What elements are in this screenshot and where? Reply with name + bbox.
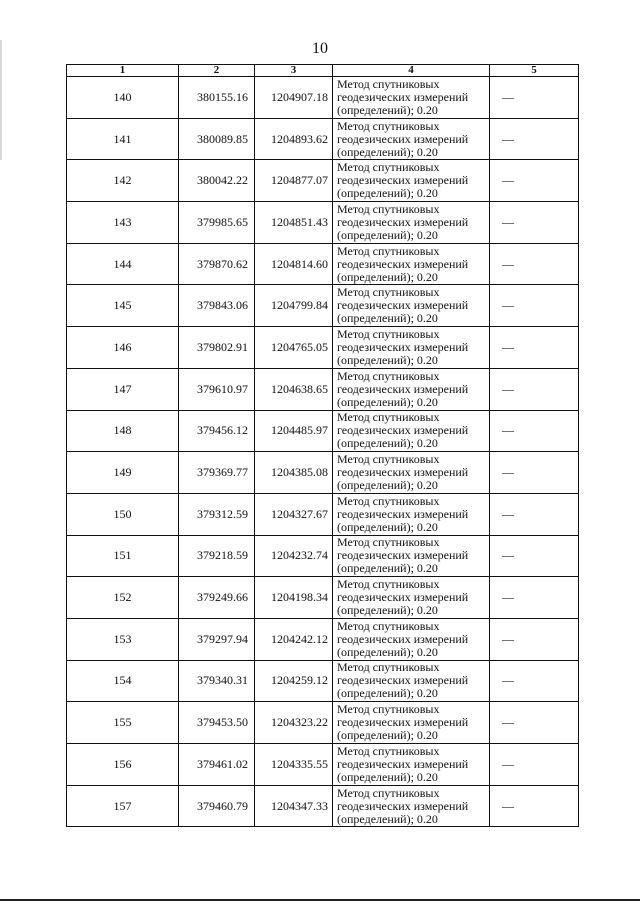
point-number-cell: 145 [67, 285, 179, 327]
y-coordinate-cell: 1204323.22 [255, 702, 333, 744]
method-line: Метод спутниковых [337, 493, 440, 508]
y-coordinate-cell: 1204877.07 [255, 160, 333, 202]
point-number-cell: 150 [67, 493, 179, 535]
method-line: (определений); 0.20 [337, 811, 438, 826]
method-line: (определений); 0.20 [337, 686, 438, 701]
point-number-cell: 142 [67, 160, 179, 202]
method-line: геодезических измерений [337, 590, 469, 605]
x-coordinate-cell: 379312.59 [179, 493, 255, 535]
method-line: Метод спутниковых [337, 368, 440, 383]
x-coordinate-cell: 379843.06 [179, 285, 255, 327]
table-row [67, 368, 579, 410]
point-number-cell: 148 [67, 410, 179, 452]
method-cell [333, 535, 490, 577]
x-coordinate-cell: 380155.16 [179, 77, 255, 119]
method-line: (определений); 0.20 [337, 186, 438, 201]
method-line: (определений); 0.20 [337, 478, 438, 493]
method-line: геодезических измерений [337, 506, 469, 521]
note-cell: — [490, 202, 579, 244]
method-line: геодезических измерений [337, 465, 469, 480]
method-cell [333, 452, 490, 494]
method-cell [333, 410, 490, 452]
note-cell: — [490, 452, 579, 494]
method-cell [333, 327, 490, 369]
method-line: (определений); 0.20 [337, 394, 438, 409]
x-coordinate-cell: 380089.85 [179, 118, 255, 160]
note-cell: — [490, 410, 579, 452]
x-coordinate-cell: 379802.91 [179, 327, 255, 369]
method-line: геодезических измерений [337, 381, 469, 396]
method-line: Метод спутниковых [337, 660, 440, 675]
method-cell [333, 118, 490, 160]
x-coordinate-cell: 379453.50 [179, 702, 255, 744]
note-cell: — [490, 368, 579, 410]
table-row [67, 785, 579, 827]
x-coordinate-cell: 379297.94 [179, 618, 255, 660]
coordinates-table [66, 64, 579, 827]
x-coordinate-cell: 379218.59 [179, 535, 255, 577]
method-line: Метод спутниковых [337, 76, 440, 91]
table-header-row [67, 65, 579, 77]
point-number-cell: 146 [67, 327, 179, 369]
y-coordinate-cell: 1204907.18 [255, 77, 333, 119]
method-line: Метод спутниковых [337, 160, 440, 175]
method-line: (определений); 0.20 [337, 603, 438, 618]
scan-edge-mark [0, 40, 2, 160]
method-cell [333, 368, 490, 410]
y-coordinate-cell: 1204385.08 [255, 452, 333, 494]
y-coordinate-cell: 1204242.12 [255, 618, 333, 660]
method-cell [333, 160, 490, 202]
method-cell [333, 285, 490, 327]
scan-bottom-line [0, 899, 640, 901]
method-cell [333, 744, 490, 786]
point-number-cell: 149 [67, 452, 179, 494]
method-line: Метод спутниковых [337, 785, 440, 800]
method-line: (определений); 0.20 [337, 561, 438, 576]
point-number-cell: 151 [67, 535, 179, 577]
note-cell: — [490, 327, 579, 369]
note-cell: — [490, 493, 579, 535]
method-cell [333, 202, 490, 244]
method-line: геодезических измерений [337, 339, 469, 354]
method-line: Метод спутниковых [337, 702, 440, 717]
note-cell: — [490, 535, 579, 577]
header-col-5: 5 [490, 65, 579, 77]
method-line: геодезических измерений [337, 214, 469, 229]
method-line: (определений); 0.20 [337, 227, 438, 242]
note-cell: — [490, 785, 579, 827]
x-coordinate-cell: 379340.31 [179, 660, 255, 702]
method-line: (определений); 0.20 [337, 728, 438, 743]
method-line: (определений); 0.20 [337, 644, 438, 659]
method-line: Метод спутниковых [337, 118, 440, 133]
header-col-2: 2 [179, 65, 255, 77]
table-row [67, 493, 579, 535]
point-number-cell: 155 [67, 702, 179, 744]
y-coordinate-cell: 1204893.62 [255, 118, 333, 160]
method-line: геодезических измерений [337, 631, 469, 646]
y-coordinate-cell: 1204347.33 [255, 785, 333, 827]
method-cell [333, 618, 490, 660]
table-row [67, 660, 579, 702]
header-col-4: 4 [333, 65, 490, 77]
method-line: (определений); 0.20 [337, 519, 438, 534]
point-number-cell: 147 [67, 368, 179, 410]
method-line: Метод спутниковых [337, 285, 440, 300]
method-cell [333, 493, 490, 535]
method-line: геодезических измерений [337, 798, 469, 813]
method-cell [333, 577, 490, 619]
method-line: (определений); 0.20 [337, 144, 438, 159]
point-number-cell: 144 [67, 243, 179, 285]
header-col-3: 3 [255, 65, 333, 77]
method-line: (определений); 0.20 [337, 102, 438, 117]
note-cell: — [490, 160, 579, 202]
x-coordinate-cell: 380042.22 [179, 160, 255, 202]
point-number-cell: 153 [67, 618, 179, 660]
method-line: геодезических измерений [337, 256, 469, 271]
method-cell [333, 702, 490, 744]
x-coordinate-cell: 379461.02 [179, 744, 255, 786]
method-cell [333, 243, 490, 285]
method-line: Метод спутниковых [337, 577, 440, 592]
point-number-cell: 157 [67, 785, 179, 827]
x-coordinate-cell: 379610.97 [179, 368, 255, 410]
y-coordinate-cell: 1204851.43 [255, 202, 333, 244]
method-line: (определений); 0.20 [337, 311, 438, 326]
table-row [67, 118, 579, 160]
x-coordinate-cell: 379456.12 [179, 410, 255, 452]
method-line: (определений); 0.20 [337, 436, 438, 451]
method-line: геодезических измерений [337, 548, 469, 563]
x-coordinate-cell: 379870.62 [179, 243, 255, 285]
method-line: Метод спутниковых [337, 452, 440, 467]
x-coordinate-cell: 379460.79 [179, 785, 255, 827]
note-cell: — [490, 285, 579, 327]
x-coordinate-cell: 379985.65 [179, 202, 255, 244]
y-coordinate-cell: 1204765.05 [255, 327, 333, 369]
table-row [67, 160, 579, 202]
note-cell: — [490, 618, 579, 660]
x-coordinate-cell: 379249.66 [179, 577, 255, 619]
point-number-cell: 154 [67, 660, 179, 702]
method-line: Метод спутниковых [337, 201, 440, 216]
table-row [67, 452, 579, 494]
note-cell: — [490, 118, 579, 160]
note-cell: — [490, 744, 579, 786]
point-number-cell: 140 [67, 77, 179, 119]
point-number-cell: 152 [67, 577, 179, 619]
method-line: Метод спутниковых [337, 243, 440, 258]
method-line: геодезических измерений [337, 673, 469, 688]
method-line: (определений); 0.20 [337, 352, 438, 367]
method-line: Метод спутниковых [337, 410, 440, 425]
method-line: геодезических измерений [337, 89, 469, 104]
table-row [67, 77, 579, 119]
method-cell [333, 77, 490, 119]
method-line: Метод спутниковых [337, 618, 440, 633]
method-line: геодезических измерений [337, 756, 469, 771]
method-cell [333, 660, 490, 702]
y-coordinate-cell: 1204638.65 [255, 368, 333, 410]
method-line: геодезических измерений [337, 423, 469, 438]
table-row [67, 744, 579, 786]
table-row [67, 618, 579, 660]
note-cell: — [490, 77, 579, 119]
table-row [67, 535, 579, 577]
y-coordinate-cell: 1204814.60 [255, 243, 333, 285]
y-coordinate-cell: 1204335.55 [255, 744, 333, 786]
header-col-1: 1 [67, 65, 179, 77]
page-number: 10 [312, 40, 328, 57]
point-number-cell: 141 [67, 118, 179, 160]
table-row [67, 577, 579, 619]
method-line: Метод спутниковых [337, 743, 440, 758]
point-number-cell: 143 [67, 202, 179, 244]
y-coordinate-cell: 1204327.67 [255, 493, 333, 535]
y-coordinate-cell: 1204232.74 [255, 535, 333, 577]
method-line: геодезических измерений [337, 715, 469, 730]
table-row [67, 285, 579, 327]
table-row [67, 202, 579, 244]
method-line: Метод спутниковых [337, 326, 440, 341]
note-cell: — [490, 577, 579, 619]
method-cell [333, 785, 490, 827]
note-cell: — [490, 702, 579, 744]
y-coordinate-cell: 1204485.97 [255, 410, 333, 452]
method-line: геодезических измерений [337, 173, 469, 188]
method-line: (определений); 0.20 [337, 269, 438, 284]
table-body [67, 77, 579, 827]
y-coordinate-cell: 1204259.12 [255, 660, 333, 702]
table-row [67, 327, 579, 369]
method-line: (определений); 0.20 [337, 769, 438, 784]
note-cell: — [490, 243, 579, 285]
method-line: геодезических измерений [337, 298, 469, 313]
x-coordinate-cell: 379369.77 [179, 452, 255, 494]
table-row [67, 410, 579, 452]
method-line: геодезических измерений [337, 131, 469, 146]
y-coordinate-cell: 1204198.34 [255, 577, 333, 619]
point-number-cell: 156 [67, 744, 179, 786]
note-cell: — [490, 660, 579, 702]
y-coordinate-cell: 1204799.84 [255, 285, 333, 327]
method-line: Метод спутниковых [337, 535, 440, 550]
table-row [67, 702, 579, 744]
table-row [67, 243, 579, 285]
